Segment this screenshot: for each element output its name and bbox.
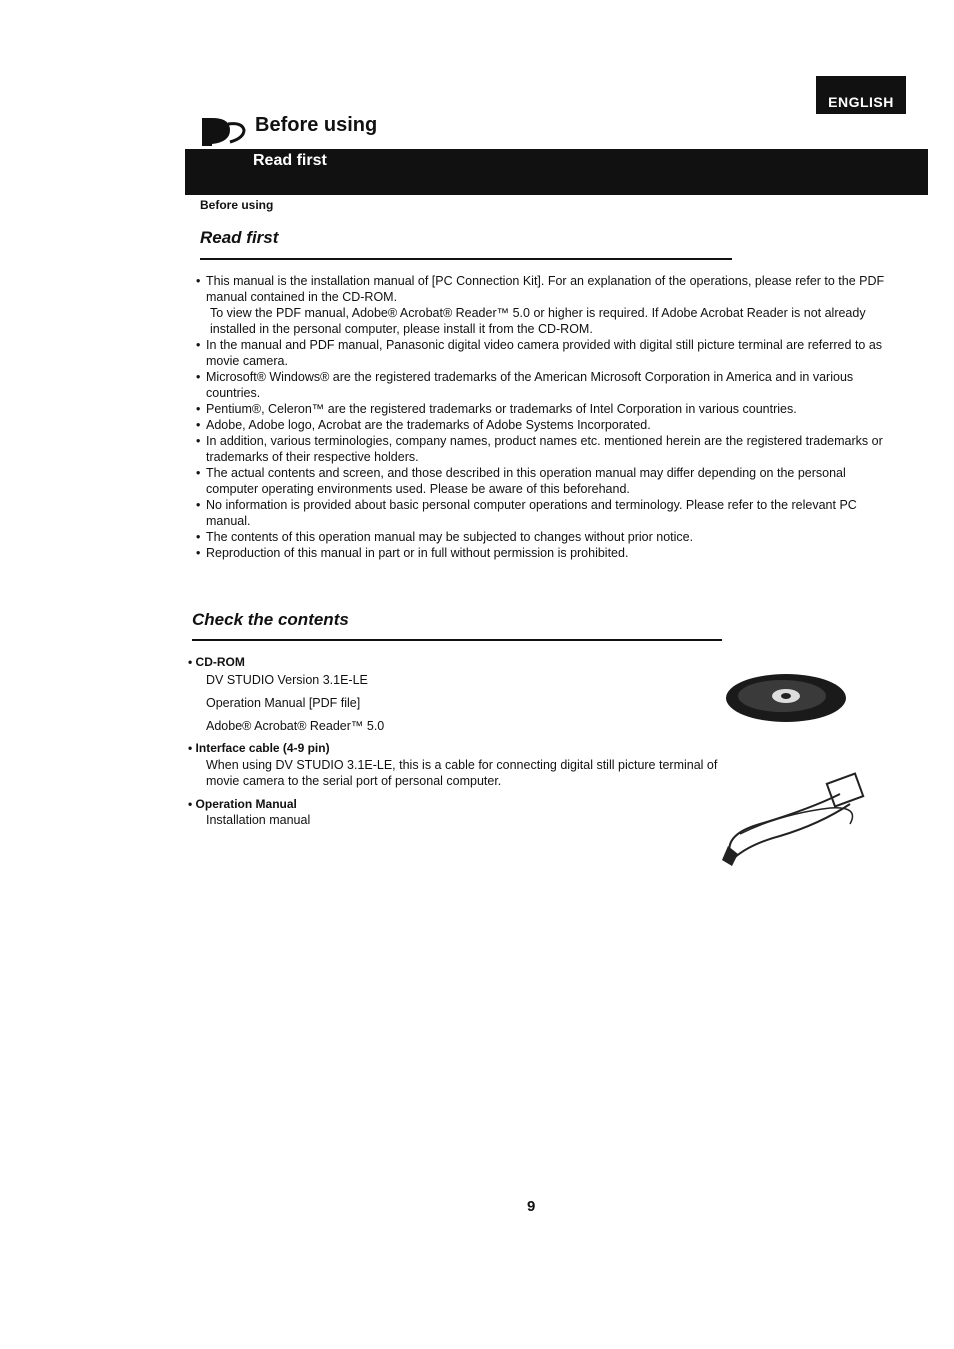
cd-disc-illustration <box>724 672 848 724</box>
cable-title: • Interface cable (4-9 pin) <box>188 741 330 755</box>
language-tab: ENGLISH <box>816 76 906 114</box>
read-first-bullet <box>196 369 896 401</box>
read-first-bullet <box>196 497 896 529</box>
bullet-text: In the manual and PDF manual, Panasonic digital video camera provided with digital still picture terminal are referred to as movie camera. <box>206 338 883 368</box>
check-contents-heading: Check the contents <box>192 610 349 629</box>
section-bar <box>185 149 928 195</box>
contents-list <box>188 655 718 827</box>
read-first-bullet <box>196 433 896 465</box>
manual-description: Installation manual <box>206 813 311 827</box>
bullet-dot: • <box>196 546 201 560</box>
bullet-text: No information is provided about basic personal computer operations and terminology. Please refer to the relevant PC manual. <box>206 498 857 528</box>
bullet-text: Microsoft® Windows® are the registered trademarks of the American Microsoft Corporation in America and in various countries. <box>206 370 854 400</box>
check-contents-rule <box>192 639 722 641</box>
bullet-dot: • <box>196 370 201 384</box>
cable-description: When using DV STUDIO 3.1E-LE, this is a cable for connecting digital still picture terminal of movie camera to the serial port of personal computer. <box>206 758 718 788</box>
bullet-text: To view the PDF manual, Adobe® Acrobat® Reader™ 5.0 or higher is required. If Adobe Acrobat Reader is not already installed in the personal computer, please install it from the CD-ROM. <box>210 306 866 336</box>
bullet-dot: • <box>196 530 201 544</box>
bullet-text: This manual is the installation manual of [PC Connection Kit]. For an explanation of the operations, please refer to the PDF manual contained in the CD-ROM. <box>206 274 885 304</box>
book-logo-icon <box>200 112 250 148</box>
read-first-list <box>196 273 896 561</box>
page-number: 9 <box>527 1198 536 1215</box>
read-first-bullet <box>196 401 896 417</box>
bullet-dot: • <box>196 402 201 416</box>
read-first-bullet <box>196 465 896 497</box>
bullet-dot: • <box>196 466 201 480</box>
read-first-bullet <box>196 273 896 305</box>
cdrom-title: • CD-ROM <box>188 655 245 669</box>
bullet-text: Pentium®, Celeron™ are the registered trademarks or trademarks of Intel Corporation in various countries. <box>206 402 797 416</box>
bullet-dot: • <box>196 274 201 288</box>
bullet-text: Reproduction of this manual in part or in full without permission is prohibited. <box>206 546 629 560</box>
bullet-text: Adobe, Adobe logo, Acrobat are the trademarks of Adobe Systems Incorporated. <box>206 418 651 432</box>
read-first-bullet <box>196 545 896 561</box>
manual-title: • Operation Manual <box>188 797 297 811</box>
bullet-dot: • <box>196 498 201 512</box>
bar-label: Read first <box>253 152 327 169</box>
read-first-heading: Read first <box>200 228 279 247</box>
cdrom-line: Operation Manual [PDF file] <box>206 696 361 710</box>
cdrom-line: DV STUDIO Version 3.1E-LE <box>206 673 368 687</box>
breadcrumb: Before using <box>200 198 274 212</box>
read-first-bullet <box>196 305 896 337</box>
bullet-dot: • <box>196 338 201 352</box>
bullet-text: The contents of this operation manual may be subjected to changes without prior notice. <box>206 530 694 544</box>
bullet-text: The actual contents and screen, and those described in this operation manual may differ depending on the personal computer operating environments used. Please be aware of this beforehand. <box>206 466 846 496</box>
read-first-bullet <box>196 529 896 545</box>
bullet-dot: • <box>196 418 201 432</box>
bullet-text: In addition, various terminologies, company names, product names etc. mentioned herein are the registered trademarks or trademarks of their respective holders. <box>206 434 883 464</box>
read-first-bullet <box>196 417 896 433</box>
read-first-bullet <box>196 337 896 369</box>
read-first-rule <box>200 258 732 260</box>
section-title: Before using <box>255 114 378 136</box>
interface-cable-illustration <box>720 764 870 874</box>
bullet-dot: • <box>196 434 201 448</box>
cdrom-line: Adobe® Acrobat® Reader™ 5.0 <box>206 719 385 733</box>
